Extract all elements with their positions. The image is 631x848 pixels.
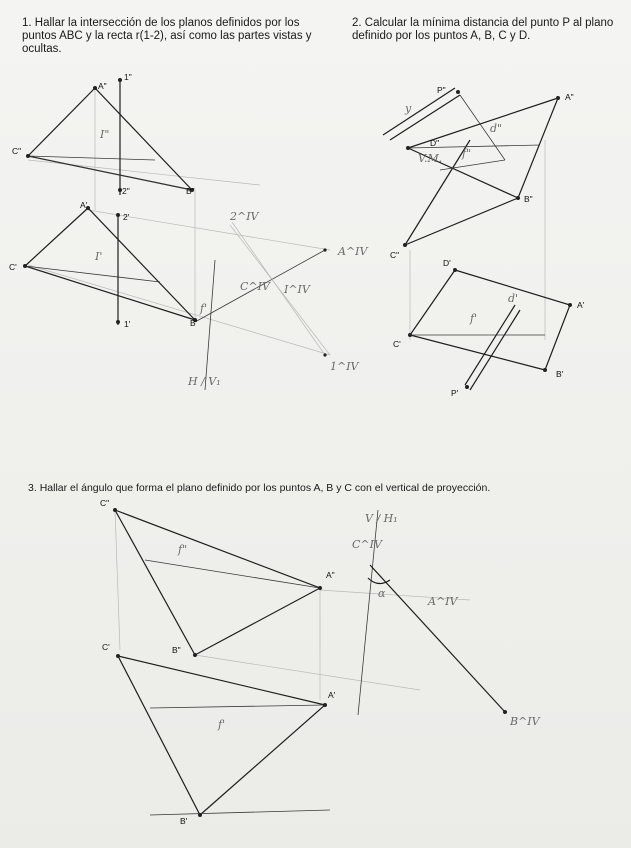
ex3-triangle-vertical: [115, 510, 320, 655]
ex2-point-b2: [516, 196, 520, 200]
ex3-ground-line: [150, 810, 330, 815]
ex1-label-2-2: 2": [122, 186, 130, 196]
ex1-point-a2: [93, 86, 97, 90]
ex1-annot-1-4: 1^IV: [330, 360, 359, 373]
ex2-label-a2: A": [565, 92, 574, 102]
ex3-point-a1: [323, 703, 327, 707]
ex2-point-c2: [403, 243, 407, 247]
exercise-2-text: Calcular la mínima distancia del punto P al plano definido por los puntos A, B, C y D.: [352, 17, 614, 42]
ex2-line-vm: [440, 160, 505, 170]
ex2-point-c1: [408, 333, 412, 337]
ex1-annot-i2: I": [100, 128, 110, 141]
exercise-3-drawing: [100, 498, 541, 826]
ex3-edge-view: [370, 565, 505, 712]
ex1-label-a1: A': [80, 200, 88, 210]
ex3-recall-line: [115, 510, 120, 650]
ex1-point-1-4: [323, 353, 326, 356]
ex3-point-a2: [318, 586, 322, 590]
ex3-point-b1: [198, 813, 202, 817]
ex2-line-p-vertical: [383, 88, 455, 135]
exercise-1-number: 1.: [22, 17, 32, 29]
ex2-point-b1: [543, 368, 547, 372]
ex1-point-c1: [23, 264, 27, 268]
ex3-label-a2: A": [326, 570, 335, 580]
ex1-annot-2-4: 2^IV: [230, 210, 259, 223]
ex1-annot-i4: I^IV: [284, 283, 310, 296]
ex2-point-d1: [453, 268, 457, 272]
ex1-point-1-1: [116, 320, 120, 324]
ex3-point-c1: [116, 654, 120, 658]
ex2-label-b1: B': [556, 369, 564, 379]
ex2-annot-y: y: [405, 102, 412, 115]
ex1-line-horizontal: [25, 266, 160, 282]
ex2-point-p1: [465, 385, 469, 389]
ex3-point-b4: [503, 710, 507, 714]
ex3-annot-vh: V / H₁: [365, 512, 398, 525]
ex3-annot-f1: f': [218, 718, 226, 731]
ex3-construction-line: [195, 655, 420, 690]
ex3-point-c2: [113, 508, 117, 512]
ex2-point-p2: [456, 90, 460, 94]
ex1-annot-i1: I': [95, 250, 103, 263]
ex3-label-b2: B": [172, 645, 181, 655]
ex3-annot-a4: A^IV: [428, 595, 458, 608]
exercise-3-text: Hallar el ángulo que forma el plano definido por los puntos A, B y C con el vertical de proyección.: [39, 482, 491, 494]
ex1-label-a2: A": [98, 81, 107, 91]
ex2-line-p-horizontal: [470, 310, 520, 390]
ex3-triangle-horizontal: [118, 656, 325, 815]
ex2-label-a1: A': [577, 300, 585, 310]
ex2-annot-d1: d': [508, 292, 519, 305]
ex2-annot-f2: f": [462, 147, 472, 160]
ex2-label-c1: C': [393, 339, 401, 349]
ex1-annot-hv: H / V₁: [188, 375, 221, 388]
ex3-line-horizontal: [150, 705, 325, 708]
exercise-1-text: Hallar la intersección de los planos definidos por los puntos ABC y la recta r(1-2), así como las partes vistas y ocultas.: [22, 17, 312, 55]
ex1-point-a4: [323, 248, 326, 251]
ex1-ground-line: [205, 260, 215, 390]
ex2-label-b2: B": [524, 194, 533, 204]
ex1-edge: [28, 156, 192, 190]
ex1-label-2-1: 2': [123, 212, 130, 222]
ex1-label-b2: B": [186, 186, 195, 196]
ex1-point-1-2: [118, 78, 122, 82]
ex2-point-d2: [406, 146, 410, 150]
ex3-annot-c4: C^IV: [352, 538, 382, 551]
ex1-label-c1: C': [9, 262, 17, 272]
ex3-point-b2: [193, 653, 197, 657]
ex3-line-frontal: [145, 560, 320, 588]
ex2-edge-b-c: [405, 198, 518, 245]
ex3-annot-b4: B^IV: [510, 715, 540, 728]
ex3-annot-f2: f": [178, 543, 188, 556]
ex1-label-c2: C": [12, 146, 22, 156]
ex3-annot-alpha: α: [378, 587, 386, 600]
ex2-label-p1: P': [451, 388, 459, 398]
exercise-2-number: 2.: [352, 17, 362, 29]
exercise-1-drawing: [9, 72, 369, 390]
ex2-point-a2: [556, 96, 560, 100]
ex2-line-p-vertical: [390, 95, 460, 140]
ex2-annot-f1: f': [470, 312, 478, 325]
ex1-label-1-1: 1': [124, 319, 131, 329]
ex1-label-b1: B': [190, 318, 198, 328]
ex3-label-c2: C": [100, 498, 110, 508]
ex1-construction-line: [28, 265, 330, 355]
ex2-label-p2: P": [437, 85, 446, 95]
ex2-line-frontal: [408, 145, 540, 148]
ex1-triangle-horizontal: [25, 208, 195, 320]
ex1-point-c2: [26, 154, 30, 158]
ex2-point-a1: [568, 303, 572, 307]
ex2-edge-a-b: [518, 98, 558, 198]
ex2-annot-vm: V.M.: [418, 152, 443, 165]
ex1-point-2-1: [116, 213, 120, 217]
exercise-3-number: 3.: [28, 482, 37, 494]
ex3-label-c1: C': [102, 642, 110, 652]
exercise-2-drawing: [383, 85, 585, 398]
ex3-label-b1: B': [180, 816, 188, 826]
ex2-label-d1: D': [443, 258, 451, 268]
ex1-annot-a4: A^IV: [338, 245, 368, 258]
ex2-label-d2: D": [430, 138, 440, 148]
ex1-annot-c4: C^IV: [240, 280, 270, 293]
ex2-plane-horizontal: [410, 270, 570, 370]
ex1-label-1-2: 1": [124, 72, 132, 82]
ex2-label-c2: C": [390, 250, 400, 260]
ex3-label-a1: A': [328, 690, 336, 700]
ex2-annot-d2: d": [490, 122, 503, 135]
ex1-annot-f: f': [200, 302, 208, 315]
